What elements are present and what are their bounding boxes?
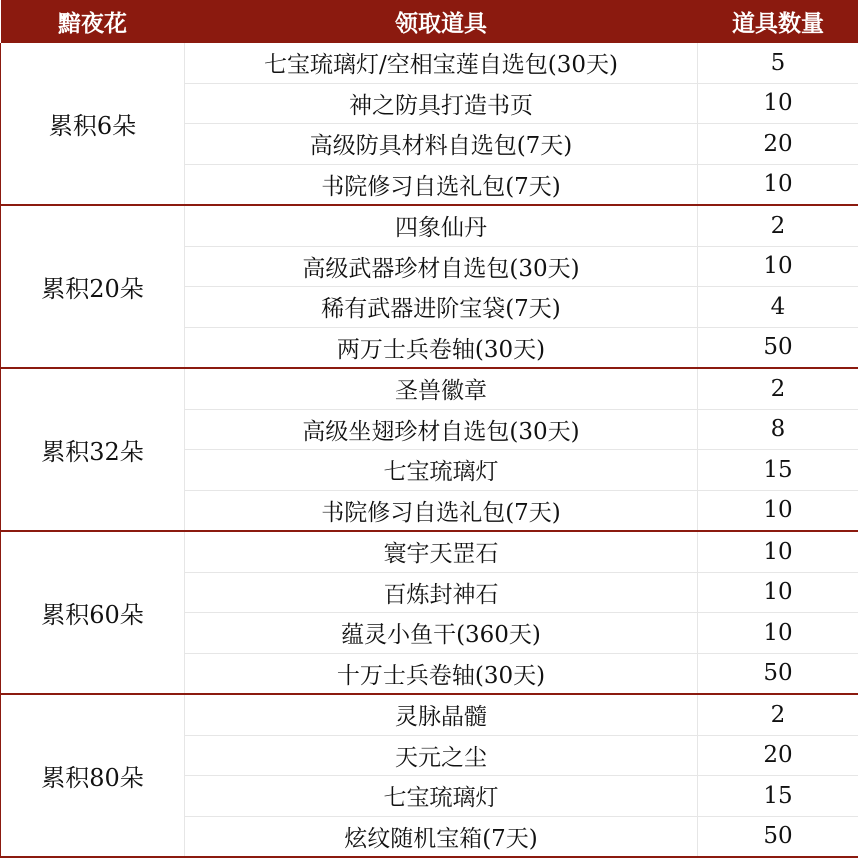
item-qty: 8	[698, 409, 858, 450]
item-name: 蕴灵小鱼干(360天)	[185, 613, 698, 654]
group-label: 累积20朵	[1, 205, 185, 368]
header-row	[1, 0, 858, 43]
item-name: 高级坐翅珍材自选包(30天)	[185, 409, 698, 450]
item-qty: 15	[698, 776, 858, 817]
table-row	[1, 43, 858, 83]
item-name: 寰宇天罡石	[185, 531, 698, 572]
table-row	[1, 368, 858, 409]
item-name: 七宝琉璃灯	[185, 450, 698, 491]
item-name: 天元之尘	[185, 735, 698, 776]
item-qty: 10	[698, 572, 858, 613]
table-row	[1, 531, 858, 572]
item-name: 圣兽徽章	[185, 368, 698, 409]
item-qty: 2	[698, 694, 858, 735]
header-item-name: 领取道具	[185, 0, 698, 43]
item-name: 七宝琉璃灯	[185, 776, 698, 817]
item-name: 稀有武器进阶宝袋(7天)	[185, 287, 698, 328]
group-label: 累积60朵	[1, 531, 185, 694]
table-row	[1, 694, 858, 735]
item-qty: 2	[698, 368, 858, 409]
item-qty: 4	[698, 287, 858, 328]
item-qty: 5	[698, 43, 858, 83]
item-qty: 50	[698, 653, 858, 694]
item-qty: 20	[698, 124, 858, 165]
group-label: 累积32朵	[1, 368, 185, 531]
group-label: 累积80朵	[1, 694, 185, 857]
item-qty: 10	[698, 531, 858, 572]
item-qty: 15	[698, 450, 858, 491]
item-qty: 50	[698, 816, 858, 857]
item-name: 七宝琉璃灯/空相宝莲自选包(30天)	[185, 43, 698, 83]
group-label: 累积6朵	[1, 43, 185, 205]
item-qty: 2	[698, 205, 858, 246]
table-row	[1, 205, 858, 246]
item-qty: 10	[698, 164, 858, 205]
item-qty: 10	[698, 613, 858, 654]
item-name: 四象仙丹	[185, 205, 698, 246]
item-qty: 50	[698, 327, 858, 368]
item-name: 高级武器珍材自选包(30天)	[185, 246, 698, 287]
item-name: 灵脉晶髓	[185, 694, 698, 735]
item-name: 炫纹随机宝箱(7天)	[185, 816, 698, 857]
item-qty: 10	[698, 490, 858, 531]
item-name: 高级防具材料自选包(7天)	[185, 124, 698, 165]
item-name: 两万士兵卷轴(30天)	[185, 327, 698, 368]
item-name: 书院修习自选礼包(7天)	[185, 164, 698, 205]
header-flower-count: 黯夜花	[1, 0, 185, 43]
item-name: 书院修习自选礼包(7天)	[185, 490, 698, 531]
item-name: 十万士兵卷轴(30天)	[185, 653, 698, 694]
item-name: 神之防具打造书页	[185, 83, 698, 124]
item-name: 百炼封神石	[185, 572, 698, 613]
header-item-quantity: 道具数量	[698, 0, 858, 43]
item-qty: 20	[698, 735, 858, 776]
item-qty: 10	[698, 246, 858, 287]
item-qty: 10	[698, 83, 858, 124]
